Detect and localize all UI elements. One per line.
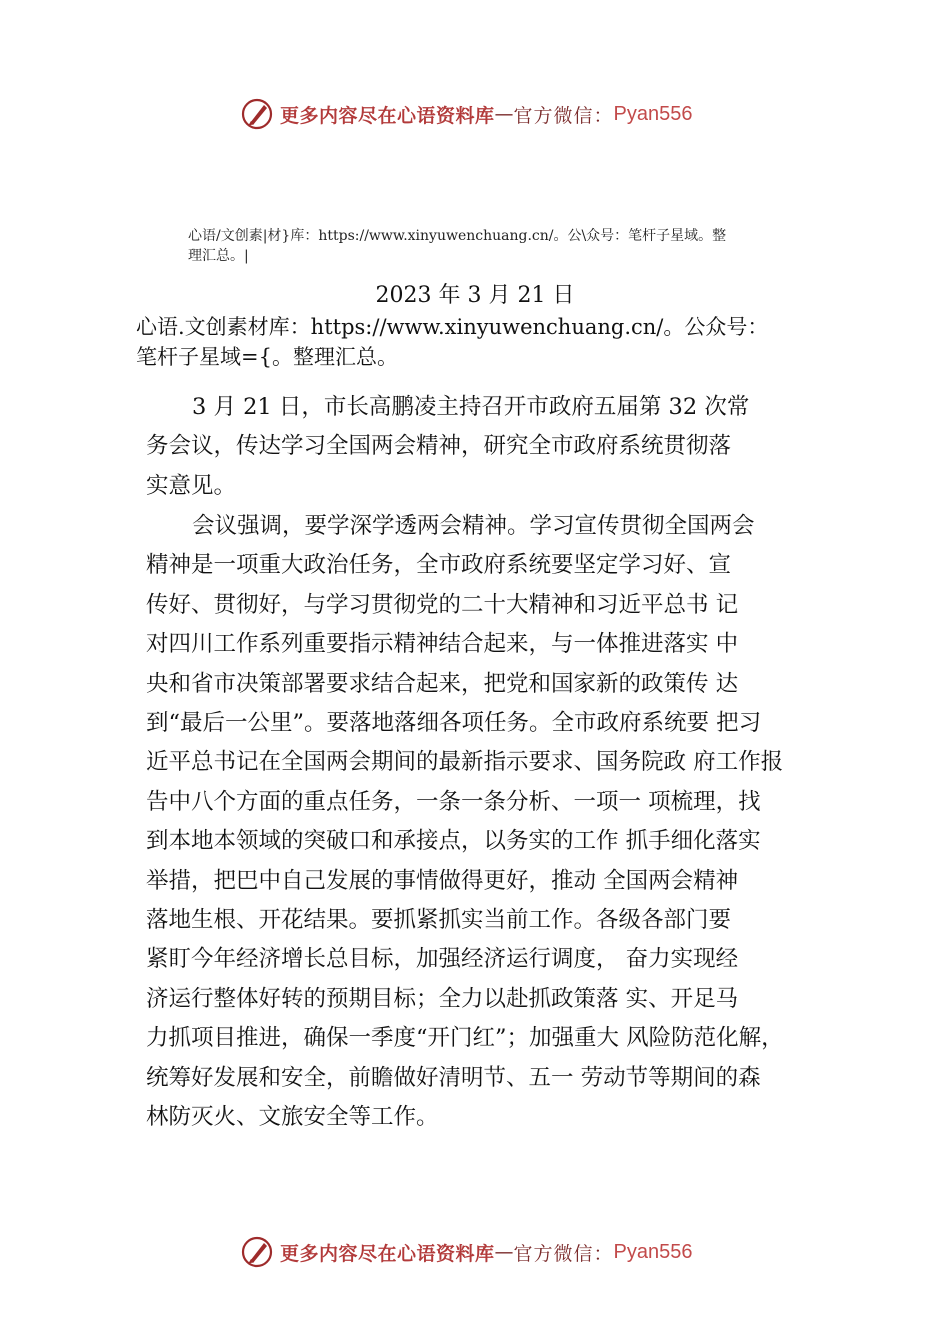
paragraph-line: 对四川工作系列重要指示精神结合起来，与一体推进落实 中 <box>146 631 739 658</box>
paragraph-line: 3 月 21 日，市长高鹏凌主持召开市政府五届第 32 次常 <box>192 394 750 420</box>
paragraph-line: 告中八个方面的重点任务，一条一条分析、一项一 项梳理，找 <box>146 788 761 815</box>
source-attribution-line-1: 心语.文创素材库：https://www.xinyuwenchuang.cn/。公众号： <box>136 315 769 339</box>
paragraph-line: 到“最后一公里”。要落地落细各项任务。全市政府系统要 把习 <box>146 710 762 737</box>
document-date: 2023 年 3 月 21 日 <box>375 283 575 308</box>
banner-wechat-id: Pyan556 <box>613 102 693 125</box>
header-watermark-banner <box>240 94 760 134</box>
quill-pen-logo-icon <box>240 1235 274 1269</box>
paragraph-line: 举措，把巴中自己发展的事情做得更好，推动 全国两会精神 <box>146 867 739 894</box>
paragraph-line: 落地生根、开花结果。要抓紧抓实当前工作。各级各部门要 <box>146 907 732 934</box>
paragraph-line: 济运行整体好转的预期目标；全力以赴抓政策落 实、开足马 <box>146 985 739 1012</box>
banner-main-text: 更多内容尽在心语资料库 <box>280 104 495 127</box>
paragraph-line: 到本地本领域的突破口和承接点，以务实的工作 抓手细化落实 <box>146 828 761 855</box>
paragraph-line: 央和省市决策部署要求结合起来，把党和国家新的政策传 达 <box>146 670 739 697</box>
paragraph-line: 林防灭火、文旅安全等工作。 <box>146 1104 439 1131</box>
paragraph-line: 会议强调，要学深学透两会精神。学习宣传贯彻全国两会 <box>192 513 755 539</box>
small-source-line-2: 理汇总。| <box>188 248 249 264</box>
source-attribution <box>136 312 866 372</box>
quill-pen-logo-icon <box>240 97 274 131</box>
banner-wechat-label: 官方微信： <box>513 1242 614 1265</box>
paragraph-meeting-summary <box>146 388 842 506</box>
paragraph-line: 紧盯今年经济增长总目标，加强经济运行调度， 奋力实现经 <box>146 946 739 973</box>
small-source-note <box>188 226 848 266</box>
paragraph-line: 力抓项目推进，确保一季度“开门红”；加强重大 风险防范化解， <box>146 1025 784 1052</box>
banner-dash: — <box>494 1241 514 1263</box>
paragraph-line: 统筹好发展和安全，前瞻做好清明节、五一 劳动节等期间的森 <box>146 1064 761 1091</box>
paragraph-line: 近平总书记在全国两会期间的最新指示要求、国务院政 府工作报 <box>146 749 784 776</box>
small-source-line-1: 心语/文创素|材}库：https://www.xinyuwenchuang.cn/。公\众号：笔杆子星域。整 <box>188 228 727 244</box>
source-attribution-line-2: 笔杆子星域={。整理汇总。 <box>136 345 398 369</box>
banner-wechat-id: Pyan556 <box>613 1240 693 1263</box>
footer-watermark-banner <box>240 1232 760 1272</box>
paragraph-line: 实意见。 <box>146 472 237 499</box>
banner-wechat-label: 官方微信： <box>513 104 614 127</box>
banner-dash: — <box>494 103 514 125</box>
banner-main-text: 更多内容尽在心语资料库 <box>280 1242 495 1265</box>
paragraph-line: 精神是一项重大政治任务，全市政府系统要坚定学习好、宣 <box>146 552 732 579</box>
paragraph-meeting-emphasis <box>146 507 842 1138</box>
paragraph-line: 务会议，传达学习全国两会精神，研究全市政府系统贯彻落 <box>146 433 732 460</box>
paragraph-line: 传好、贯彻好，与学习贯彻党的二十大精神和习近平总书 记 <box>146 591 739 618</box>
